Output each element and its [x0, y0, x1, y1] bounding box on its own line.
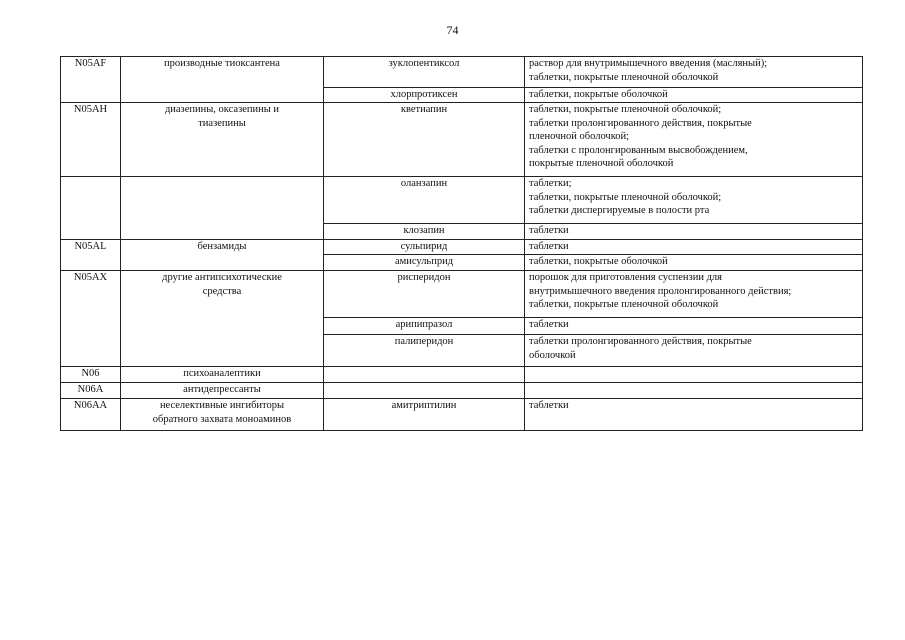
group-line: психоаналептики — [183, 368, 261, 379]
table-row — [61, 177, 863, 224]
drug-name-cell: зуклопентиксол — [324, 57, 525, 88]
dosage-form-line: таблетки — [529, 319, 569, 330]
drug-name-cell: клозапин — [324, 224, 525, 240]
drug-name-cell: рисперидон — [324, 271, 525, 318]
atc-code-cell: N06A — [61, 383, 121, 399]
anatomic-group-cell — [121, 383, 324, 399]
dosage-form-cell — [525, 57, 863, 88]
anatomic-group-cell — [121, 399, 324, 431]
anatomic-group-cell — [121, 367, 324, 383]
atc-code-cell: N05AL — [61, 240, 121, 271]
table-row — [61, 383, 863, 399]
drug-table — [60, 56, 863, 431]
dosage-form-cell — [525, 399, 863, 431]
dosage-form-line: таблетки диспергируемые в полости рта — [529, 205, 710, 216]
dosage-form-cell — [525, 224, 863, 240]
dosage-form-cell — [525, 103, 863, 177]
dosage-form-line: порошок для приготовления суспензии для — [529, 272, 722, 283]
anatomic-group-cell — [121, 240, 324, 271]
group-line: диазепины, оксазепины и — [164, 104, 280, 115]
atc-code-cell: N06AA — [61, 399, 121, 431]
group-line: другие антипсихотические — [162, 272, 282, 283]
dosage-form-line: покрытые пленочной оболочкой — [529, 158, 674, 169]
dosage-form-line: таблетки — [529, 225, 569, 236]
atc-code-cell: N06 — [61, 367, 121, 383]
dosage-form-line: таблетки — [529, 241, 569, 252]
drug-name-cell: амитриптилин — [324, 399, 525, 431]
drug-name-cell: кветиапин — [324, 103, 525, 177]
dosage-form-line: пленочной оболочкой; — [529, 131, 630, 142]
dosage-form-cell — [525, 271, 863, 318]
dosage-form-line: таблетки с пролонгированным высвобождением, — [529, 144, 748, 156]
table-row — [61, 57, 863, 88]
dosage-form-cell — [525, 335, 863, 367]
atc-code-cell: N05AX — [61, 271, 121, 367]
drug-name-cell: арипипразол — [324, 318, 525, 335]
page-number: 74 — [446, 23, 459, 37]
group-line: неселективные ингибиторы — [159, 400, 285, 411]
dosage-form-line: таблетки, покрытые оболочкой — [529, 89, 668, 100]
anatomic-group-cell — [121, 271, 324, 367]
group-line: антидепрессанты — [183, 384, 261, 395]
dosage-form-cell — [525, 255, 863, 271]
dosage-form-line: таблетки пролонгированного действия, покрытые — [529, 117, 752, 129]
group-line: производные тиоксантена — [164, 58, 280, 69]
dosage-form-line: таблетки, покрытые пленочной оболочкой; — [529, 104, 722, 115]
drug-table-body — [61, 57, 863, 431]
dosage-form-line: таблетки, покрытые пленочной оболочкой — [529, 71, 719, 83]
group-line: тиазепины — [198, 117, 246, 129]
group-line: обратного захвата моноаминов — [152, 413, 292, 425]
table-row — [61, 271, 863, 318]
dosage-form-line: таблетки, покрытые пленочной оболочкой — [529, 299, 719, 310]
dosage-form-line: таблетки, покрытые оболочкой — [529, 256, 668, 267]
atc-code-cell: N05AH — [61, 103, 121, 177]
dosage-form-cell — [525, 177, 863, 224]
table-row — [61, 103, 863, 177]
dosage-form-cell — [525, 383, 863, 399]
dosage-form-line: таблетки; — [529, 178, 572, 189]
dosage-form-cell — [525, 367, 863, 383]
dosage-form-line: оболочкой — [529, 349, 576, 361]
drug-name-cell: хлорпротиксен — [324, 88, 525, 103]
dosage-form-cell — [525, 88, 863, 103]
dosage-form-line: раствор для внутримышечного введения (масляный); — [529, 58, 768, 69]
drug-name-cell: амисульприд — [324, 255, 525, 271]
table-row — [61, 399, 863, 431]
drug-name-cell: сульпирид — [324, 240, 525, 255]
dosage-form-line: таблетки, покрытые пленочной оболочкой; — [529, 191, 722, 203]
drug-name-cell: палиперидон — [324, 335, 525, 367]
drug-name-cell — [324, 383, 525, 399]
dosage-form-line: таблетки — [529, 400, 569, 411]
dosage-form-line: таблетки пролонгированного действия, покрытые — [529, 336, 752, 347]
dosage-form-cell — [525, 240, 863, 255]
atc-code-cell — [61, 177, 121, 240]
anatomic-group-cell — [121, 57, 324, 103]
anatomic-group-cell — [121, 103, 324, 177]
dosage-form-line: внутримышечного введения пролонгированного действия; — [529, 285, 792, 297]
dosage-form-cell — [525, 318, 863, 335]
group-line: средства — [202, 285, 242, 297]
table-row — [61, 240, 863, 255]
drug-name-cell — [324, 367, 525, 383]
drug-name-cell: оланзапин — [324, 177, 525, 224]
atc-code-cell: N05AF — [61, 57, 121, 103]
group-line: бензамиды — [197, 241, 247, 252]
anatomic-group-cell — [121, 177, 324, 240]
table-row — [61, 367, 863, 383]
